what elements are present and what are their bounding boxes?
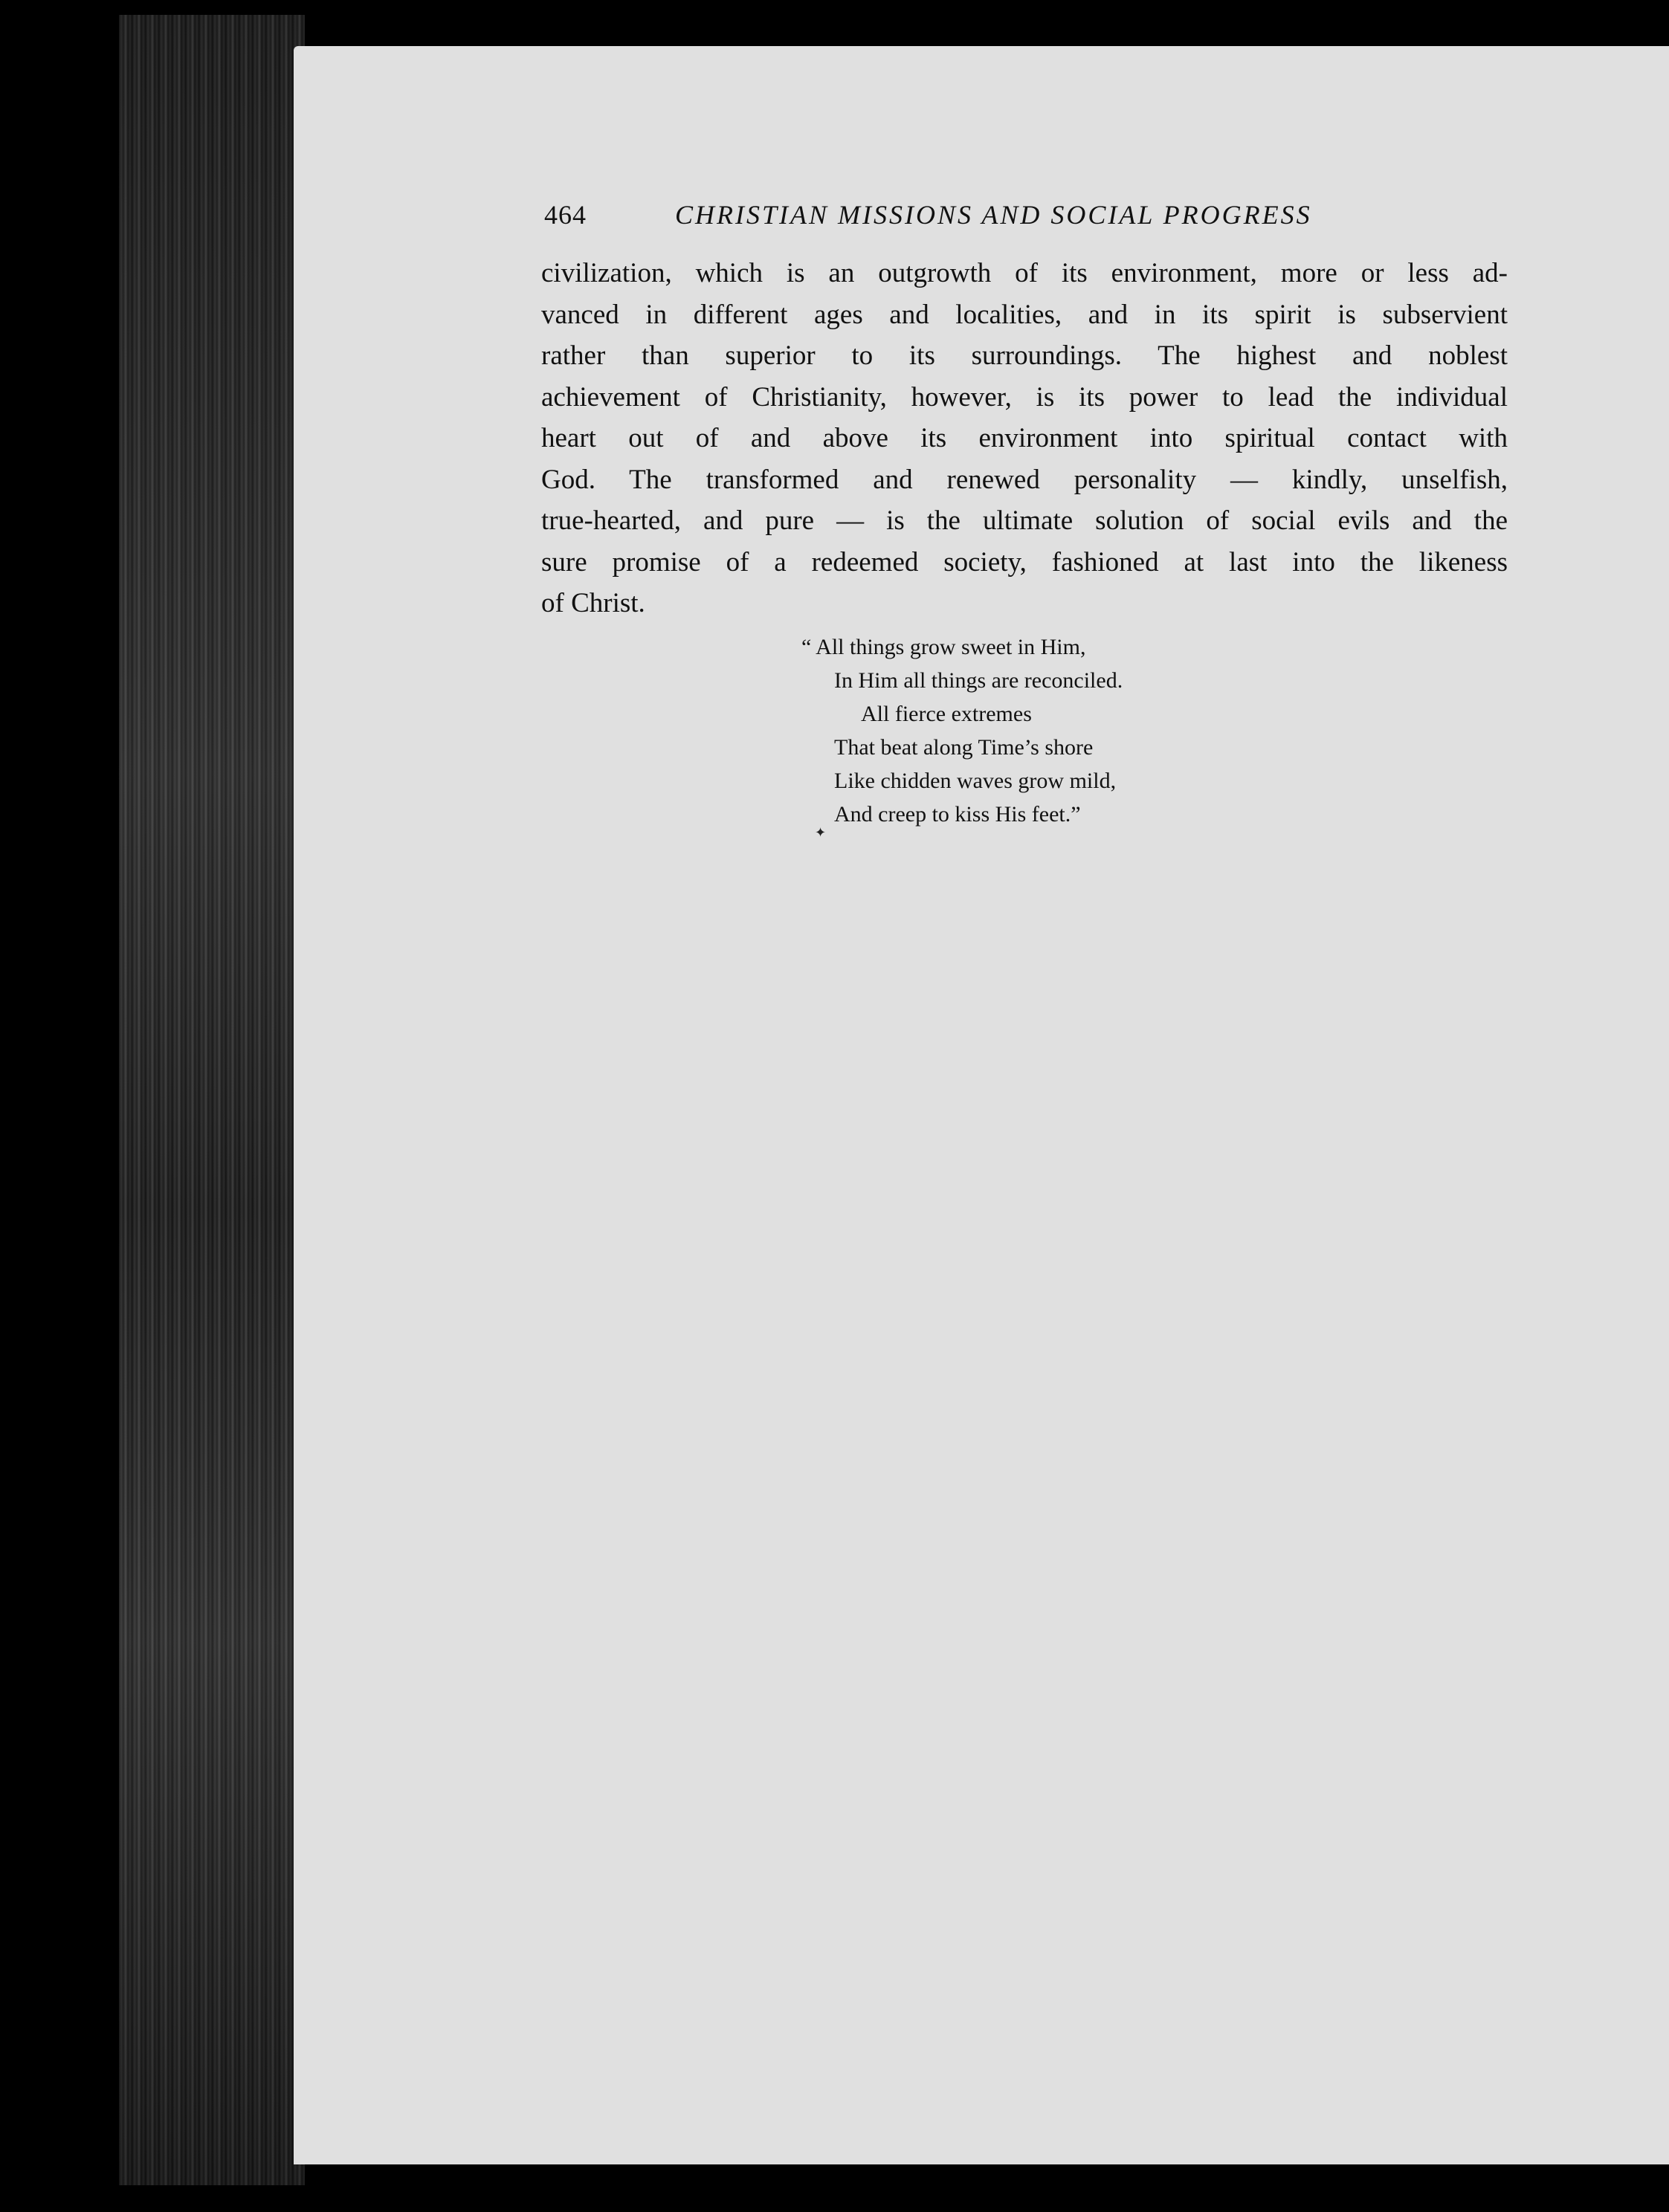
body-line: achievement of Christianity, however, is its power to lead the individual [541,381,1508,413]
poem-quotation [801,630,1247,831]
poem-line: “ All things grow sweet in Him, [801,635,1086,659]
body-line: vanced in different ages and localities, and in its spirit is subservient [541,299,1508,330]
body-line: God. The transformed and renewed personality — kindly, unselfish, [541,464,1508,495]
printer-mark-icon: ✦ [815,825,827,841]
body-line: sure promise of a redeemed society, fashioned at last into the likeness [541,546,1508,578]
poem-line: That beat along Time’s shore [834,735,1094,760]
page-number: 464 [544,200,587,230]
running-title: CHRISTIAN MISSIONS AND SOCIAL PROGRESS [675,200,1312,230]
body-line: heart out of and above its environment into spiritual contact with [541,423,1508,453]
poem-line: And creep to kiss His feet.” [834,802,1081,827]
body-line: of Christ. [541,588,645,618]
body-line: civilization, which is an outgrowth of its environment, more or less ad- [541,258,1508,288]
body-paragraph [541,253,1508,624]
poem-line: All fierce extremes [861,702,1032,726]
body-line: rather than superior to its surroundings. The highest and noblest [541,340,1508,371]
body-line: true-hearted, and pure — is the ultimate solution of social evils and the [541,505,1508,536]
running-head [544,199,1392,236]
book-page-edges [119,15,305,2185]
poem-line: In Him all things are reconciled. [834,668,1123,693]
poem-line: Like chidden waves grow mild, [834,769,1117,793]
